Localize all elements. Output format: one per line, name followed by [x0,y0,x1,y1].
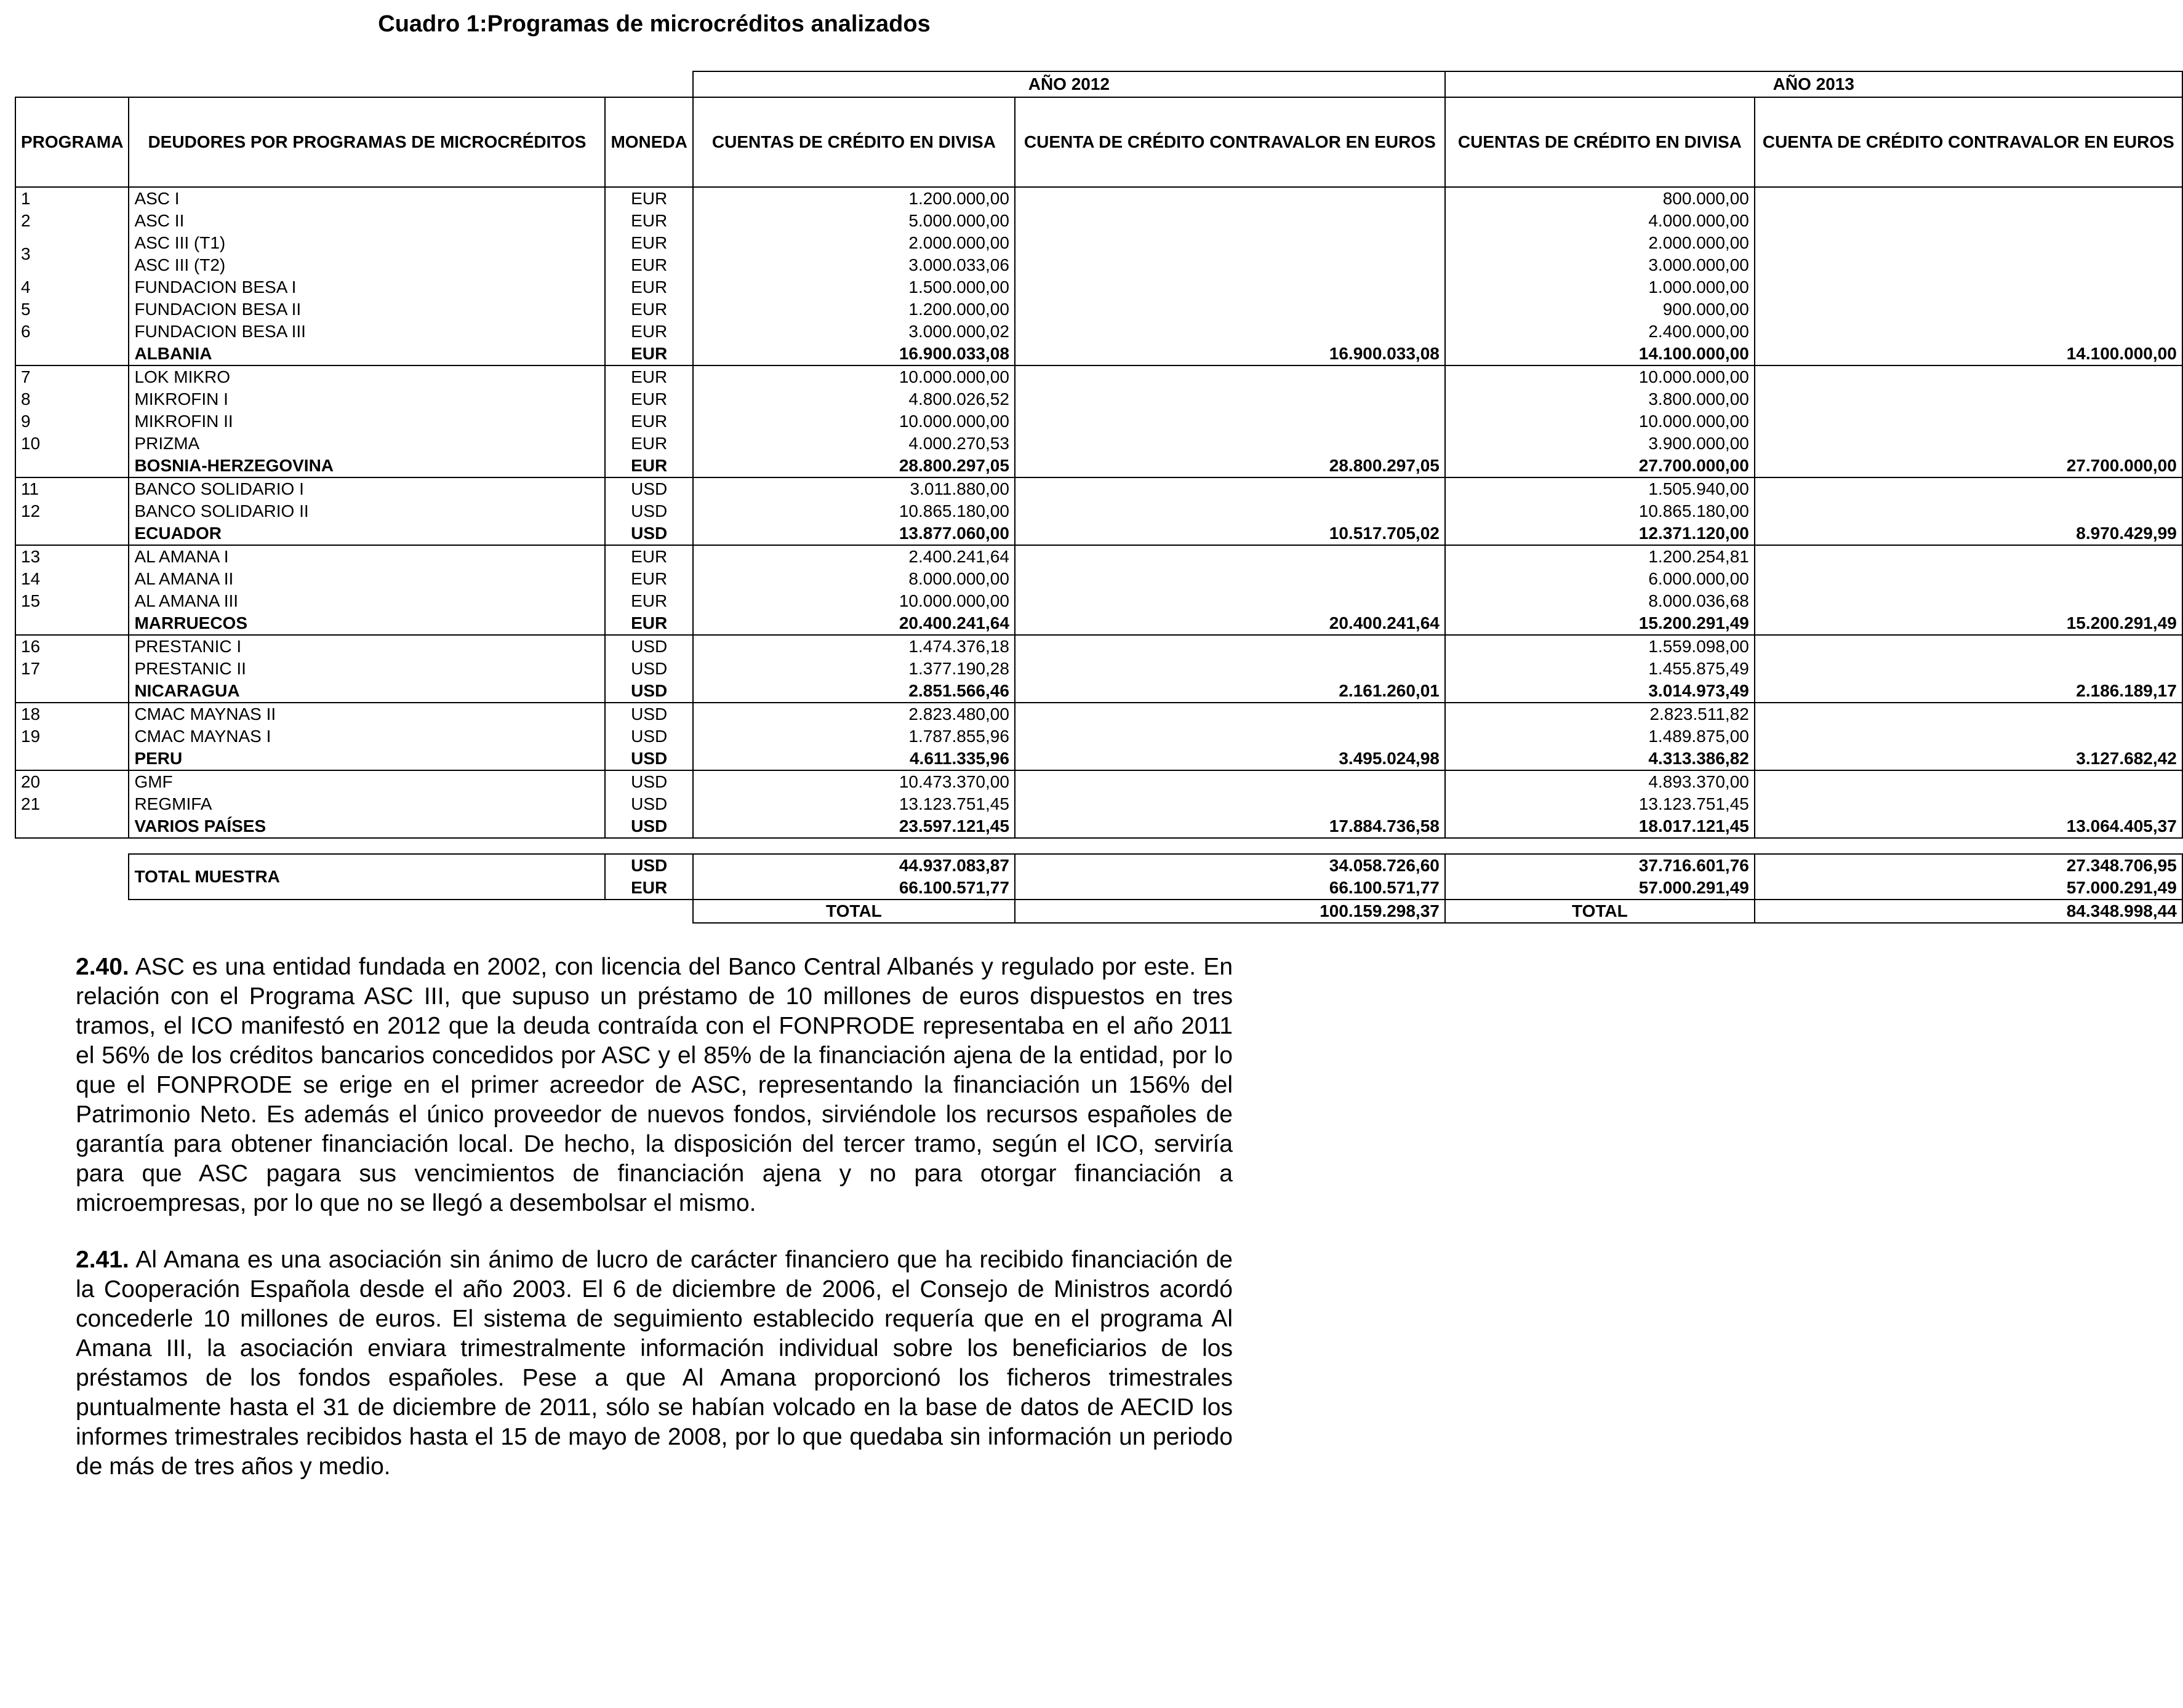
table-row [15,410,2182,433]
programa-number: 19 [15,725,129,748]
deudor-name: AL AMANA I [129,545,605,568]
credito-2013-divisa: 12.371.120,00 [1445,522,1755,545]
blank-cell [129,900,605,923]
credito-2013-divisa: 13.123.751,45 [1445,793,1755,815]
credito-2013-euros [1755,388,2182,410]
col-header-2013-euros: CUENTA DE CRÉDITO CONTRAVALOR EN EUROS [1755,97,2182,187]
moneda: USD [605,477,692,500]
credito-2012-euros: 20.400.241,64 [1015,612,1445,635]
credito-2013-euros [1755,635,2182,658]
credito-2012-euros [1015,477,1445,500]
credito-2013-divisa: 3.014.973,49 [1445,680,1755,703]
programa-number: 18 [15,703,129,725]
credito-2013-euros: 2.186.189,17 [1755,680,2182,703]
moneda: EUR [605,568,692,590]
credito-2013-divisa: 10.000.000,00 [1445,365,1755,388]
credito-2013-divisa: 57.000.291,49 [1445,877,1755,900]
moneda: EUR [605,276,692,298]
spacer-cell [1015,838,1445,854]
credito-2013-euros: 27.348.706,95 [1755,854,2182,877]
moneda: USD [605,748,692,770]
paragraph-text: Al Amana es una asociación sin ánimo de lucro de carácter financiero que ha recibido financiación de la Cooperación Española desde el año 2003. El 6 de diciembre de 2006, el Consejo de Ministros acordó concederle 10 millones de euros. El sistema de seguimiento establecido requería que en el programa Al Amana III, la asociación enviara trimestralmente información individual sobre los beneficiarios de los préstamos de los fondos españoles. Pese a que Al Amana proporcionó los ficheros trimestrales puntualmente hasta el 31 de diciembre de 2011, sólo se habían volcado en la base de datos de AECID los informes trimestrales recibidos hasta el 15 de mayo de 2008, por lo que quedaba sin información un periodo de más de tres años y medio. [76,1247,1233,1480]
programa-number [15,748,129,770]
table-row [15,477,2182,500]
table-row [15,545,2182,568]
country-name: VARIOS PAÍSES [129,815,605,838]
table-row [15,590,2182,612]
credito-2012-divisa: 20.400.241,64 [693,612,1015,635]
credito-2012-euros: 10.517.705,02 [1015,522,1445,545]
credito-2012-divisa: 3.011.880,00 [693,477,1015,500]
blank-cell [605,900,692,923]
credito-2012-euros [1015,433,1445,455]
table-row [15,703,2182,725]
credito-2013-divisa: 900.000,00 [1445,298,1755,321]
table-row [15,500,2182,522]
spacer-cell [693,838,1015,854]
credito-2012-euros: 16.900.033,08 [1015,343,1445,365]
credito-2013-divisa: 2.823.511,82 [1445,703,1755,725]
credito-2013-divisa: 1.489.875,00 [1445,725,1755,748]
credito-2013-divisa: 8.000.036,68 [1445,590,1755,612]
credito-2012-euros [1015,635,1445,658]
moneda: USD [605,725,692,748]
credito-2013-euros [1755,477,2182,500]
programa-number [15,815,129,838]
moneda: EUR [605,433,692,455]
credito-2013-divisa: 3.000.000,00 [1445,254,1755,276]
credito-2013-divisa: 800.000,00 [1445,187,1755,210]
programa-number: 10 [15,433,129,455]
credito-2012-divisa: 66.100.571,77 [693,877,1015,900]
table-row [15,433,2182,455]
credito-2012-euros: 28.800.297,05 [1015,455,1445,477]
credito-2013-divisa: 1.505.940,00 [1445,477,1755,500]
credito-2013-divisa: 1.559.098,00 [1445,635,1755,658]
credito-2013-divisa: 6.000.000,00 [1445,568,1755,590]
moneda: EUR [605,187,692,210]
country-total-row [15,343,2182,365]
credito-2012-divisa: 44.937.083,87 [693,854,1015,877]
table-row [15,568,2182,590]
spacer-cell [605,838,692,854]
body-text [76,952,1233,1509]
credito-2013-divisa: 27.700.000,00 [1445,455,1755,477]
credito-2012-euros: 66.100.571,77 [1015,877,1445,900]
credito-2012-euros [1015,500,1445,522]
credito-2013-euros: 27.700.000,00 [1755,455,2182,477]
deudor-name: ASC II [129,210,605,232]
credito-2012-euros [1015,232,1445,254]
credito-2012-euros [1015,590,1445,612]
credito-2012-euros [1015,725,1445,748]
spacer-cell [1445,838,1755,854]
credito-2013-divisa: 1.455.875,49 [1445,658,1755,680]
table-row [15,770,2182,793]
programa-number [15,455,129,477]
credito-2012-divisa: 3.000.000,02 [693,321,1015,343]
deudor-name: ASC I [129,187,605,210]
grand-total-row [15,900,2182,923]
microcredit-table [15,71,2183,924]
credito-2013-divisa: 4.893.370,00 [1445,770,1755,793]
deudor-name: PRESTANIC II [129,658,605,680]
deudor-name: PRIZMA [129,433,605,455]
credito-2012-euros [1015,187,1445,210]
credito-2012-divisa: 4.800.026,52 [693,388,1015,410]
credito-2012-euros [1015,545,1445,568]
credito-2012-euros [1015,410,1445,433]
moneda: EUR [605,388,692,410]
spacer-cell [1755,838,2182,854]
country-total-row [15,815,2182,838]
credito-2012-euros [1015,298,1445,321]
deudor-name: ASC III (T1) [129,232,605,254]
moneda: EUR [605,343,692,365]
deudor-name: FUNDACION BESA II [129,298,605,321]
blank-cell [15,877,129,900]
credito-2012-euros: 3.495.024,98 [1015,748,1445,770]
credito-2012-divisa: 2.400.241,64 [693,545,1015,568]
programa-number: 2 [15,210,129,232]
country-name: BOSNIA-HERZEGOVINA [129,455,605,477]
credito-2012-divisa: 13.123.751,45 [693,793,1015,815]
deudor-name: CMAC MAYNAS II [129,703,605,725]
total-muestra-usd-row [15,854,2182,877]
credito-2012-euros [1015,388,1445,410]
table-row [15,254,2182,276]
total-2013-label: TOTAL [1445,900,1755,923]
credito-2013-euros [1755,254,2182,276]
credito-2013-euros [1755,276,2182,298]
programa-number: 4 [15,276,129,298]
programa-number: 12 [15,500,129,522]
programa-number: 9 [15,410,129,433]
column-header-row [15,97,2182,187]
credito-2012-divisa: 28.800.297,05 [693,455,1015,477]
credito-2012-euros: 34.058.726,60 [1015,854,1445,877]
table-row [15,210,2182,232]
country-total-row [15,522,2182,545]
credito-2013-divisa: 10.000.000,00 [1445,410,1755,433]
blank-cell [15,854,129,877]
credito-2012-divisa: 1.787.855,96 [693,725,1015,748]
credito-2012-divisa: 4.000.270,53 [693,433,1015,455]
credito-2013-euros: 3.127.682,42 [1755,748,2182,770]
credito-2013-euros [1755,210,2182,232]
table-row [15,365,2182,388]
credito-2013-divisa: 3.900.000,00 [1445,433,1755,455]
credito-2012-divisa: 1.500.000,00 [693,276,1015,298]
credito-2012-euros [1015,568,1445,590]
total-2013-euros: 84.348.998,44 [1755,900,2182,923]
credito-2012-euros [1015,703,1445,725]
programa-number: 14 [15,568,129,590]
credito-2013-divisa: 2.400.000,00 [1445,321,1755,343]
deudor-name: PRESTANIC I [129,635,605,658]
credito-2013-euros [1755,793,2182,815]
country-name: NICARAGUA [129,680,605,703]
credito-2013-divisa: 10.865.180,00 [1445,500,1755,522]
credito-2013-euros: 8.970.429,99 [1755,522,2182,545]
country-name: PERU [129,748,605,770]
credito-2012-euros [1015,793,1445,815]
table-row [15,321,2182,343]
deudor-name: LOK MIKRO [129,365,605,388]
credito-2012-euros [1015,658,1445,680]
programa-number: 15 [15,590,129,612]
credito-2013-euros: 57.000.291,49 [1755,877,2182,900]
credito-2013-euros [1755,232,2182,254]
col-header-programa: PROGRAMA [15,97,129,187]
programa-number: 7 [15,365,129,388]
credito-2012-divisa: 4.611.335,96 [693,748,1015,770]
paragraph-2-40 [76,952,1233,1218]
credito-2013-euros: 15.200.291,49 [1755,612,2182,635]
moneda: EUR [605,590,692,612]
programa-number: 5 [15,298,129,321]
col-header-2012-euros: CUENTA DE CRÉDITO CONTRAVALOR EN EUROS [1015,97,1445,187]
credito-2012-euros [1015,276,1445,298]
moneda: USD [605,815,692,838]
credito-2012-divisa: 1.474.376,18 [693,635,1015,658]
table-row [15,298,2182,321]
credito-2013-euros [1755,187,2182,210]
credito-2012-euros: 17.884.736,58 [1015,815,1445,838]
country-total-row [15,455,2182,477]
credito-2013-euros [1755,365,2182,388]
moneda: EUR [605,545,692,568]
total-muestra-label: TOTAL MUESTRA [129,854,605,900]
credito-2012-divisa: 1.377.190,28 [693,658,1015,680]
moneda: EUR [605,612,692,635]
deudor-name: AL AMANA III [129,590,605,612]
credito-2013-euros [1755,410,2182,433]
moneda: USD [605,522,692,545]
programa-number: 20 [15,770,129,793]
programa-number: 3 [15,232,129,276]
credito-2012-euros [1015,210,1445,232]
credito-2013-divisa: 14.100.000,00 [1445,343,1755,365]
paragraph-2-41 [76,1245,1233,1482]
credito-2013-euros: 14.100.000,00 [1755,343,2182,365]
col-header-deudores: DEUDORES POR PROGRAMAS DE MICROCRÉDITOS [129,97,605,187]
programa-number [15,343,129,365]
credito-2013-divisa: 37.716.601,76 [1445,854,1755,877]
paragraph-text: ASC es una entidad fundada en 2002, con licencia del Banco Central Albanés y regulado por este. En relación con el Programa ASC III, que supuso un préstamo de 10 millones de euros dispuestos en tres tramos, el ICO manifestó en 2012 que la deuda contraída con el FONPRODE representaba en el año 2011 el 56% de los créditos bancarios concedidos por ASC y el 85% de la financiación ajena de la entidad, por lo que el FONPRODE se erige en el primer acreedor de ASC, representando la financiación un 156% del Patrimonio Neto. Es además el único proveedor de nuevos fondos, sirviéndole los recursos españoles de garantía para obtener financiación local. De hecho, la disposición del tercer tramo, según el ICO, serviría para que ASC pagara sus vencimientos de financiación ajena y no para otorgar financiación a microempresas, por lo que no se llegó a desembolsar el mismo. [76,954,1233,1216]
table-row [15,232,2182,254]
moneda: EUR [605,232,692,254]
credito-2013-divisa: 2.000.000,00 [1445,232,1755,254]
year-2013-header: AÑO 2013 [1445,71,2182,97]
programa-number [15,522,129,545]
year-header-row [15,71,2182,97]
programa-number [15,612,129,635]
col-header-2012-divisa: CUENTAS DE CRÉDITO EN DIVISA [693,97,1015,187]
paragraph-number: 2.40. [76,954,129,980]
moneda: USD [605,854,692,877]
moneda: EUR [605,877,692,900]
credito-2013-euros [1755,658,2182,680]
programa-number: 21 [15,793,129,815]
deudor-name: MIKROFIN II [129,410,605,433]
credito-2012-divisa: 16.900.033,08 [693,343,1015,365]
spacer-row [15,838,2182,854]
moneda: EUR [605,321,692,343]
credito-2012-divisa: 1.200.000,00 [693,298,1015,321]
table-row [15,793,2182,815]
deudor-name: GMF [129,770,605,793]
credito-2012-divisa: 5.000.000,00 [693,210,1015,232]
country-total-row [15,612,2182,635]
credito-2013-euros [1755,568,2182,590]
credito-2013-euros [1755,500,2182,522]
credito-2012-divisa: 2.823.480,00 [693,703,1015,725]
moneda: EUR [605,455,692,477]
moneda: USD [605,680,692,703]
col-header-moneda: MONEDA [605,97,692,187]
programa-number: 8 [15,388,129,410]
credito-2012-divisa: 10.473.370,00 [693,770,1015,793]
moneda: EUR [605,365,692,388]
credito-2012-divisa: 2.851.566,46 [693,680,1015,703]
credito-2013-divisa: 1.000.000,00 [1445,276,1755,298]
moneda: EUR [605,254,692,276]
table-row [15,635,2182,658]
credito-2012-divisa: 1.200.000,00 [693,187,1015,210]
country-total-row [15,680,2182,703]
programa-number [15,680,129,703]
credito-2012-divisa: 13.877.060,00 [693,522,1015,545]
credito-2013-divisa: 15.200.291,49 [1445,612,1755,635]
credito-2012-divisa: 2.000.000,00 [693,232,1015,254]
deudor-name: BANCO SOLIDARIO II [129,500,605,522]
credito-2012-divisa: 8.000.000,00 [693,568,1015,590]
table-row [15,388,2182,410]
programa-number: 1 [15,187,129,210]
credito-2012-divisa: 3.000.033,06 [693,254,1015,276]
country-name: ALBANIA [129,343,605,365]
deudor-name: MIKROFIN I [129,388,605,410]
table-title: Cuadro 1:Programas de microcréditos analizados [378,11,931,37]
credito-2013-euros [1755,770,2182,793]
moneda: USD [605,500,692,522]
credito-2013-euros: 13.064.405,37 [1755,815,2182,838]
blank-cell [15,900,129,923]
programa-number: 11 [15,477,129,500]
spacer-cell [15,838,129,854]
credito-2012-euros: 2.161.260,01 [1015,680,1445,703]
programa-number: 16 [15,635,129,658]
credito-2012-euros [1015,770,1445,793]
country-total-row [15,748,2182,770]
deudor-name: FUNDACION BESA III [129,321,605,343]
credito-2013-euros [1755,321,2182,343]
deudor-name: ASC III (T2) [129,254,605,276]
credito-2012-divisa: 10.865.180,00 [693,500,1015,522]
credito-2012-divisa: 10.000.000,00 [693,590,1015,612]
year-2012-header: AÑO 2012 [693,71,1445,97]
credito-2013-euros [1755,590,2182,612]
paragraph-number: 2.41. [76,1247,129,1273]
programa-number: 13 [15,545,129,568]
moneda: USD [605,703,692,725]
moneda: EUR [605,410,692,433]
country-name: ECUADOR [129,522,605,545]
credito-2013-euros [1755,703,2182,725]
programa-number: 17 [15,658,129,680]
country-name: MARRUECOS [129,612,605,635]
credito-2012-divisa: 10.000.000,00 [693,365,1015,388]
moneda: USD [605,658,692,680]
col-header-2013-divisa: CUENTAS DE CRÉDITO EN DIVISA [1445,97,1755,187]
programa-number: 6 [15,321,129,343]
moneda: USD [605,793,692,815]
credito-2013-divisa: 3.800.000,00 [1445,388,1755,410]
deudor-name: BANCO SOLIDARIO I [129,477,605,500]
moneda: EUR [605,298,692,321]
moneda: EUR [605,210,692,232]
table-row [15,276,2182,298]
credito-2012-divisa: 10.000.000,00 [693,410,1015,433]
moneda: USD [605,635,692,658]
credito-2013-divisa: 1.200.254,81 [1445,545,1755,568]
deudor-name: CMAC MAYNAS I [129,725,605,748]
credito-2013-euros [1755,545,2182,568]
deudor-name: REGMIFA [129,793,605,815]
credito-2013-divisa: 4.313.386,82 [1445,748,1755,770]
moneda: USD [605,770,692,793]
credito-2013-divisa: 18.017.121,45 [1445,815,1755,838]
credito-2012-euros [1015,365,1445,388]
credito-2012-euros [1015,254,1445,276]
total-2012-euros: 100.159.298,37 [1015,900,1445,923]
table-row [15,187,2182,210]
deudor-name: FUNDACION BESA I [129,276,605,298]
credito-2012-divisa: 23.597.121,45 [693,815,1015,838]
table-row [15,658,2182,680]
table-row [15,725,2182,748]
credito-2013-euros [1755,725,2182,748]
deudor-name: AL AMANA II [129,568,605,590]
credito-2012-euros [1015,321,1445,343]
total-2012-label: TOTAL [693,900,1015,923]
spacer-cell [129,838,605,854]
credito-2013-divisa: 4.000.000,00 [1445,210,1755,232]
credito-2013-euros [1755,433,2182,455]
credito-2013-euros [1755,298,2182,321]
